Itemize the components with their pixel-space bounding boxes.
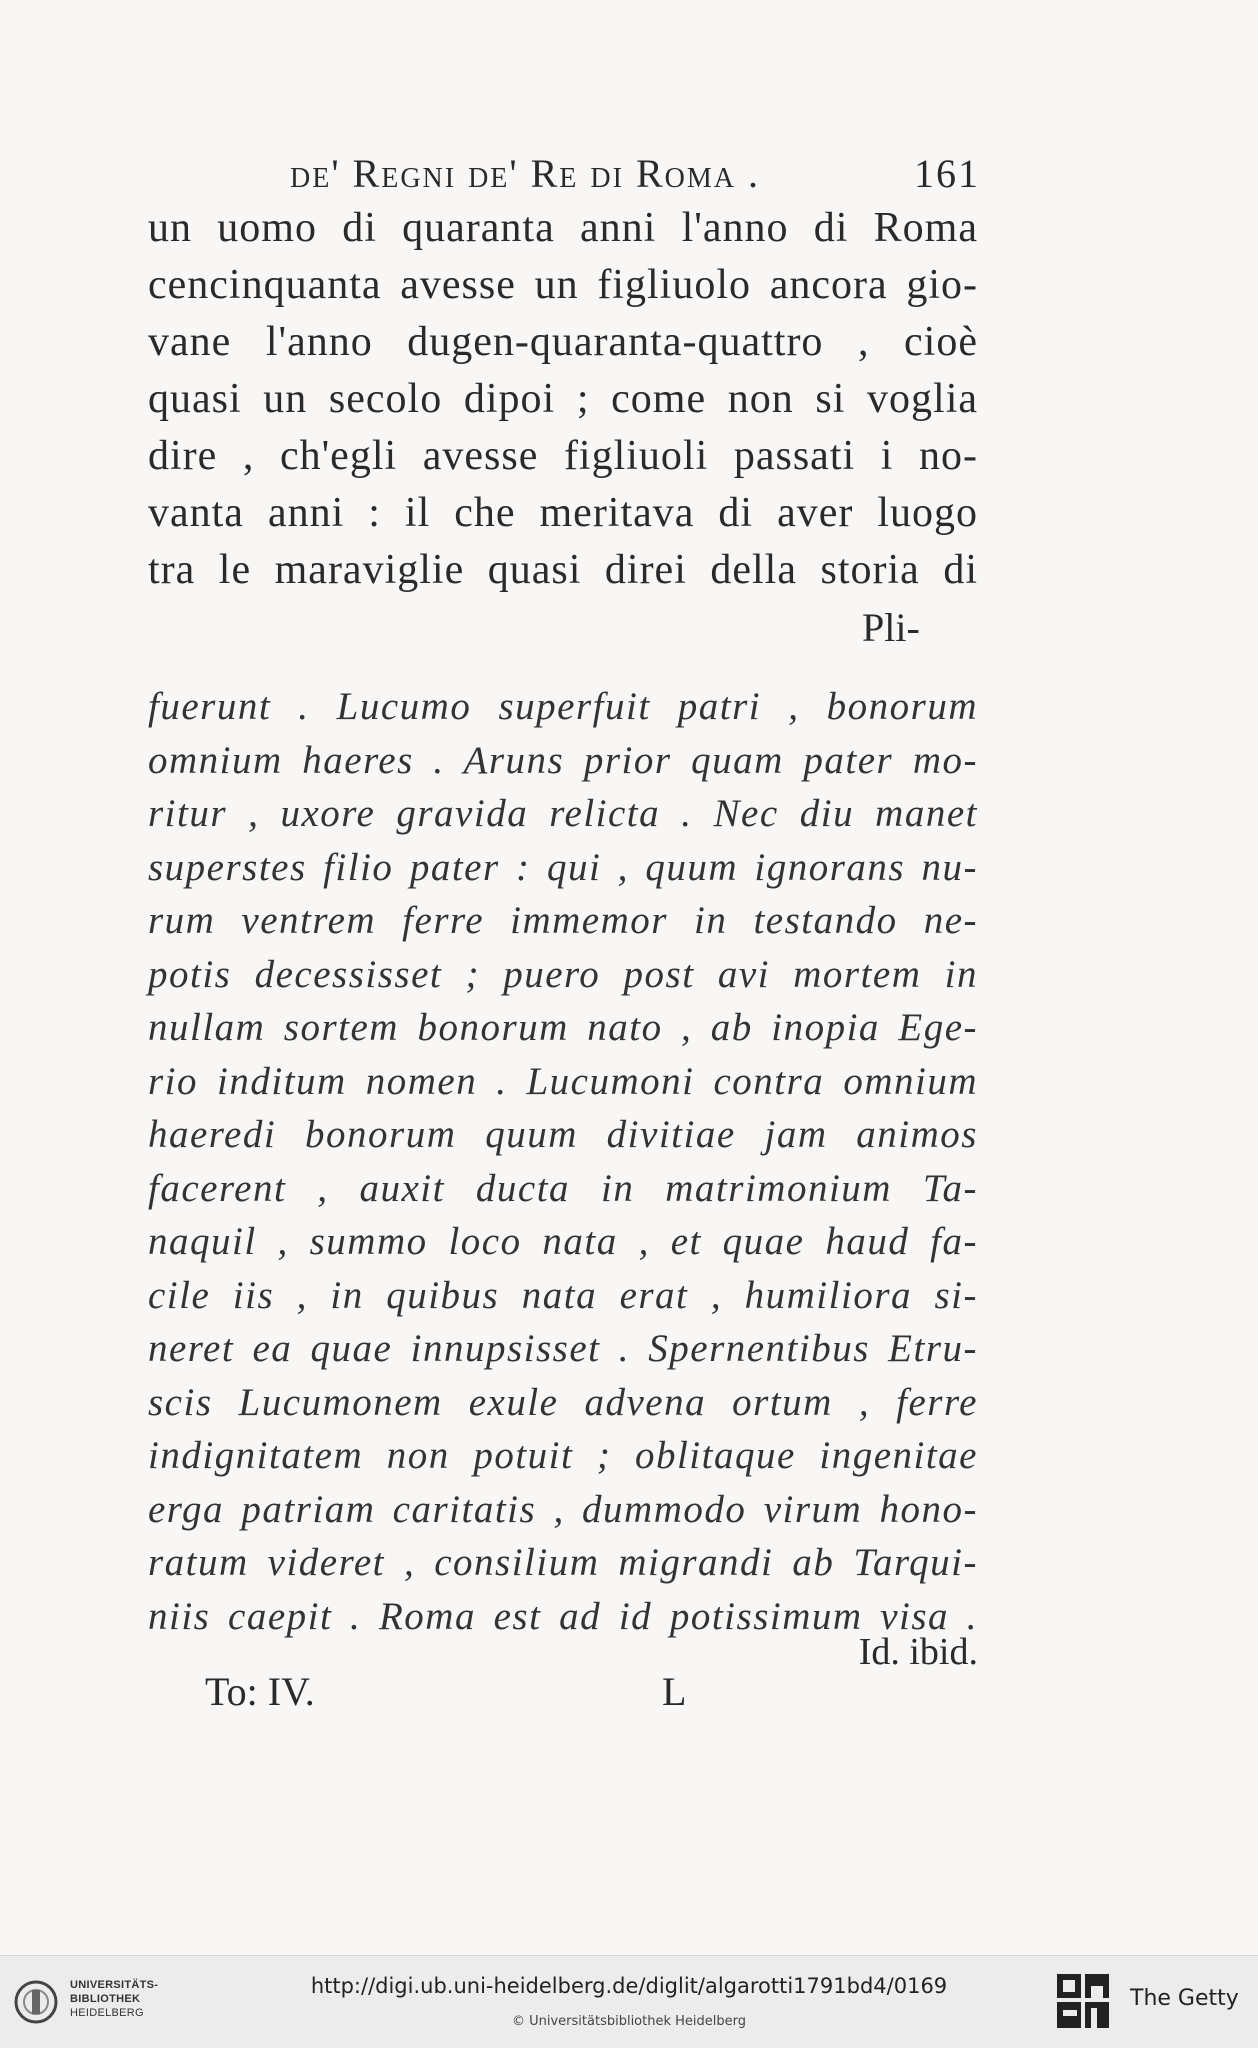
running-head-title: de' Regni de' Re di Roma . (290, 151, 760, 196)
body-line: tra le maraviglie quasi direi della storia di (148, 547, 978, 593)
signature-mark: To: IV. (205, 1669, 315, 1714)
library-line: BIBLIOTHEK (70, 1993, 141, 2005)
footnote-line: scis Lucumonem exule advena ortum , ferre (148, 1380, 978, 1424)
footnote-line: rum ventrem ferre immemor in testando ne- (148, 899, 978, 942)
footnote-line: erga patriam caritatis , dummodo virum hono- (148, 1487, 978, 1531)
footnote-line: nullam sortem bonorum nato , ab inopia Ege- (148, 1006, 978, 1049)
footnote-line: cile iis , in quibus nata erat , humiliora si- (148, 1273, 978, 1317)
library-line: HEIDELBERG (70, 2007, 144, 2019)
footnote-line: superstes filio pater : qui , quum ignorans nu- (148, 845, 978, 889)
footnote-line: ritur , uxore gravida relicta . Nec diu manet (148, 792, 978, 835)
catchword: Pli- (862, 605, 920, 650)
footnote-line: facerent , auxit ducta in matrimonium Ta- (148, 1166, 978, 1210)
footnote-line: indignitatem non potuit ; oblitaque ingenitae (148, 1434, 978, 1477)
running-head (290, 150, 980, 200)
sheet-letter: L (662, 1669, 687, 1714)
footnote-line: potis decessisset ; puero post avi mortem in (148, 952, 978, 996)
page-number: 161 (914, 151, 980, 196)
footnote-line: ratum videret , consilium migrandi ab Tarqui- (148, 1541, 978, 1584)
body-line: vane l'anno dugen-quaranta-quattro , cioè (148, 319, 978, 365)
getty-logo-icon (1055, 1972, 1111, 2032)
body-line: cencinquanta avesse un figliuolo ancora gio- (148, 262, 978, 308)
body-line: vanta anni : il che meritava di aver luogo (148, 490, 978, 536)
footnote-line: rio inditum nomen . Lucumoni contra omnium (148, 1059, 978, 1103)
footnote (148, 680, 978, 1643)
footnote-line: fuerunt . Lucumo superfuit patri , bonorum (148, 685, 978, 728)
footnote-line: niis caepit . Roma est ad id potissimum visa . (148, 1594, 978, 1638)
footnote-line: omnium haeres . Aruns prior quam pater mo- (148, 738, 978, 782)
footnote-line: naquil , summo loco nata , et quae haud fa- (148, 1220, 978, 1263)
footnote-citation: Id. ibid. (858, 1631, 978, 1673)
library-line: UNIVERSITÄTS- (70, 1979, 159, 1991)
footnote-line: neret ea quae innupsisset . Spernentibus Etru- (148, 1327, 978, 1370)
body-line: dire , ch'egli avesse figliuoli passati i no- (148, 433, 978, 479)
getty-label: The Getty (1130, 1986, 1239, 2011)
footnote-line: haeredi bonorum quum divitiae jam animos (148, 1113, 978, 1156)
body-text (148, 200, 978, 599)
footer-bar (0, 1955, 1258, 2048)
body-line: quasi un secolo dipoi ; come non si voglia (148, 376, 978, 422)
copyright-notice: © Universitätsbibliothek Heidelberg (511, 2014, 746, 2029)
body-line: un uomo di quaranta anni l'anno di Roma (148, 205, 978, 251)
permalink-url[interactable]: http://digi.ub.uni-heidelberg.de/diglit/algarotti1791bd4/0169 (310, 1974, 948, 1998)
